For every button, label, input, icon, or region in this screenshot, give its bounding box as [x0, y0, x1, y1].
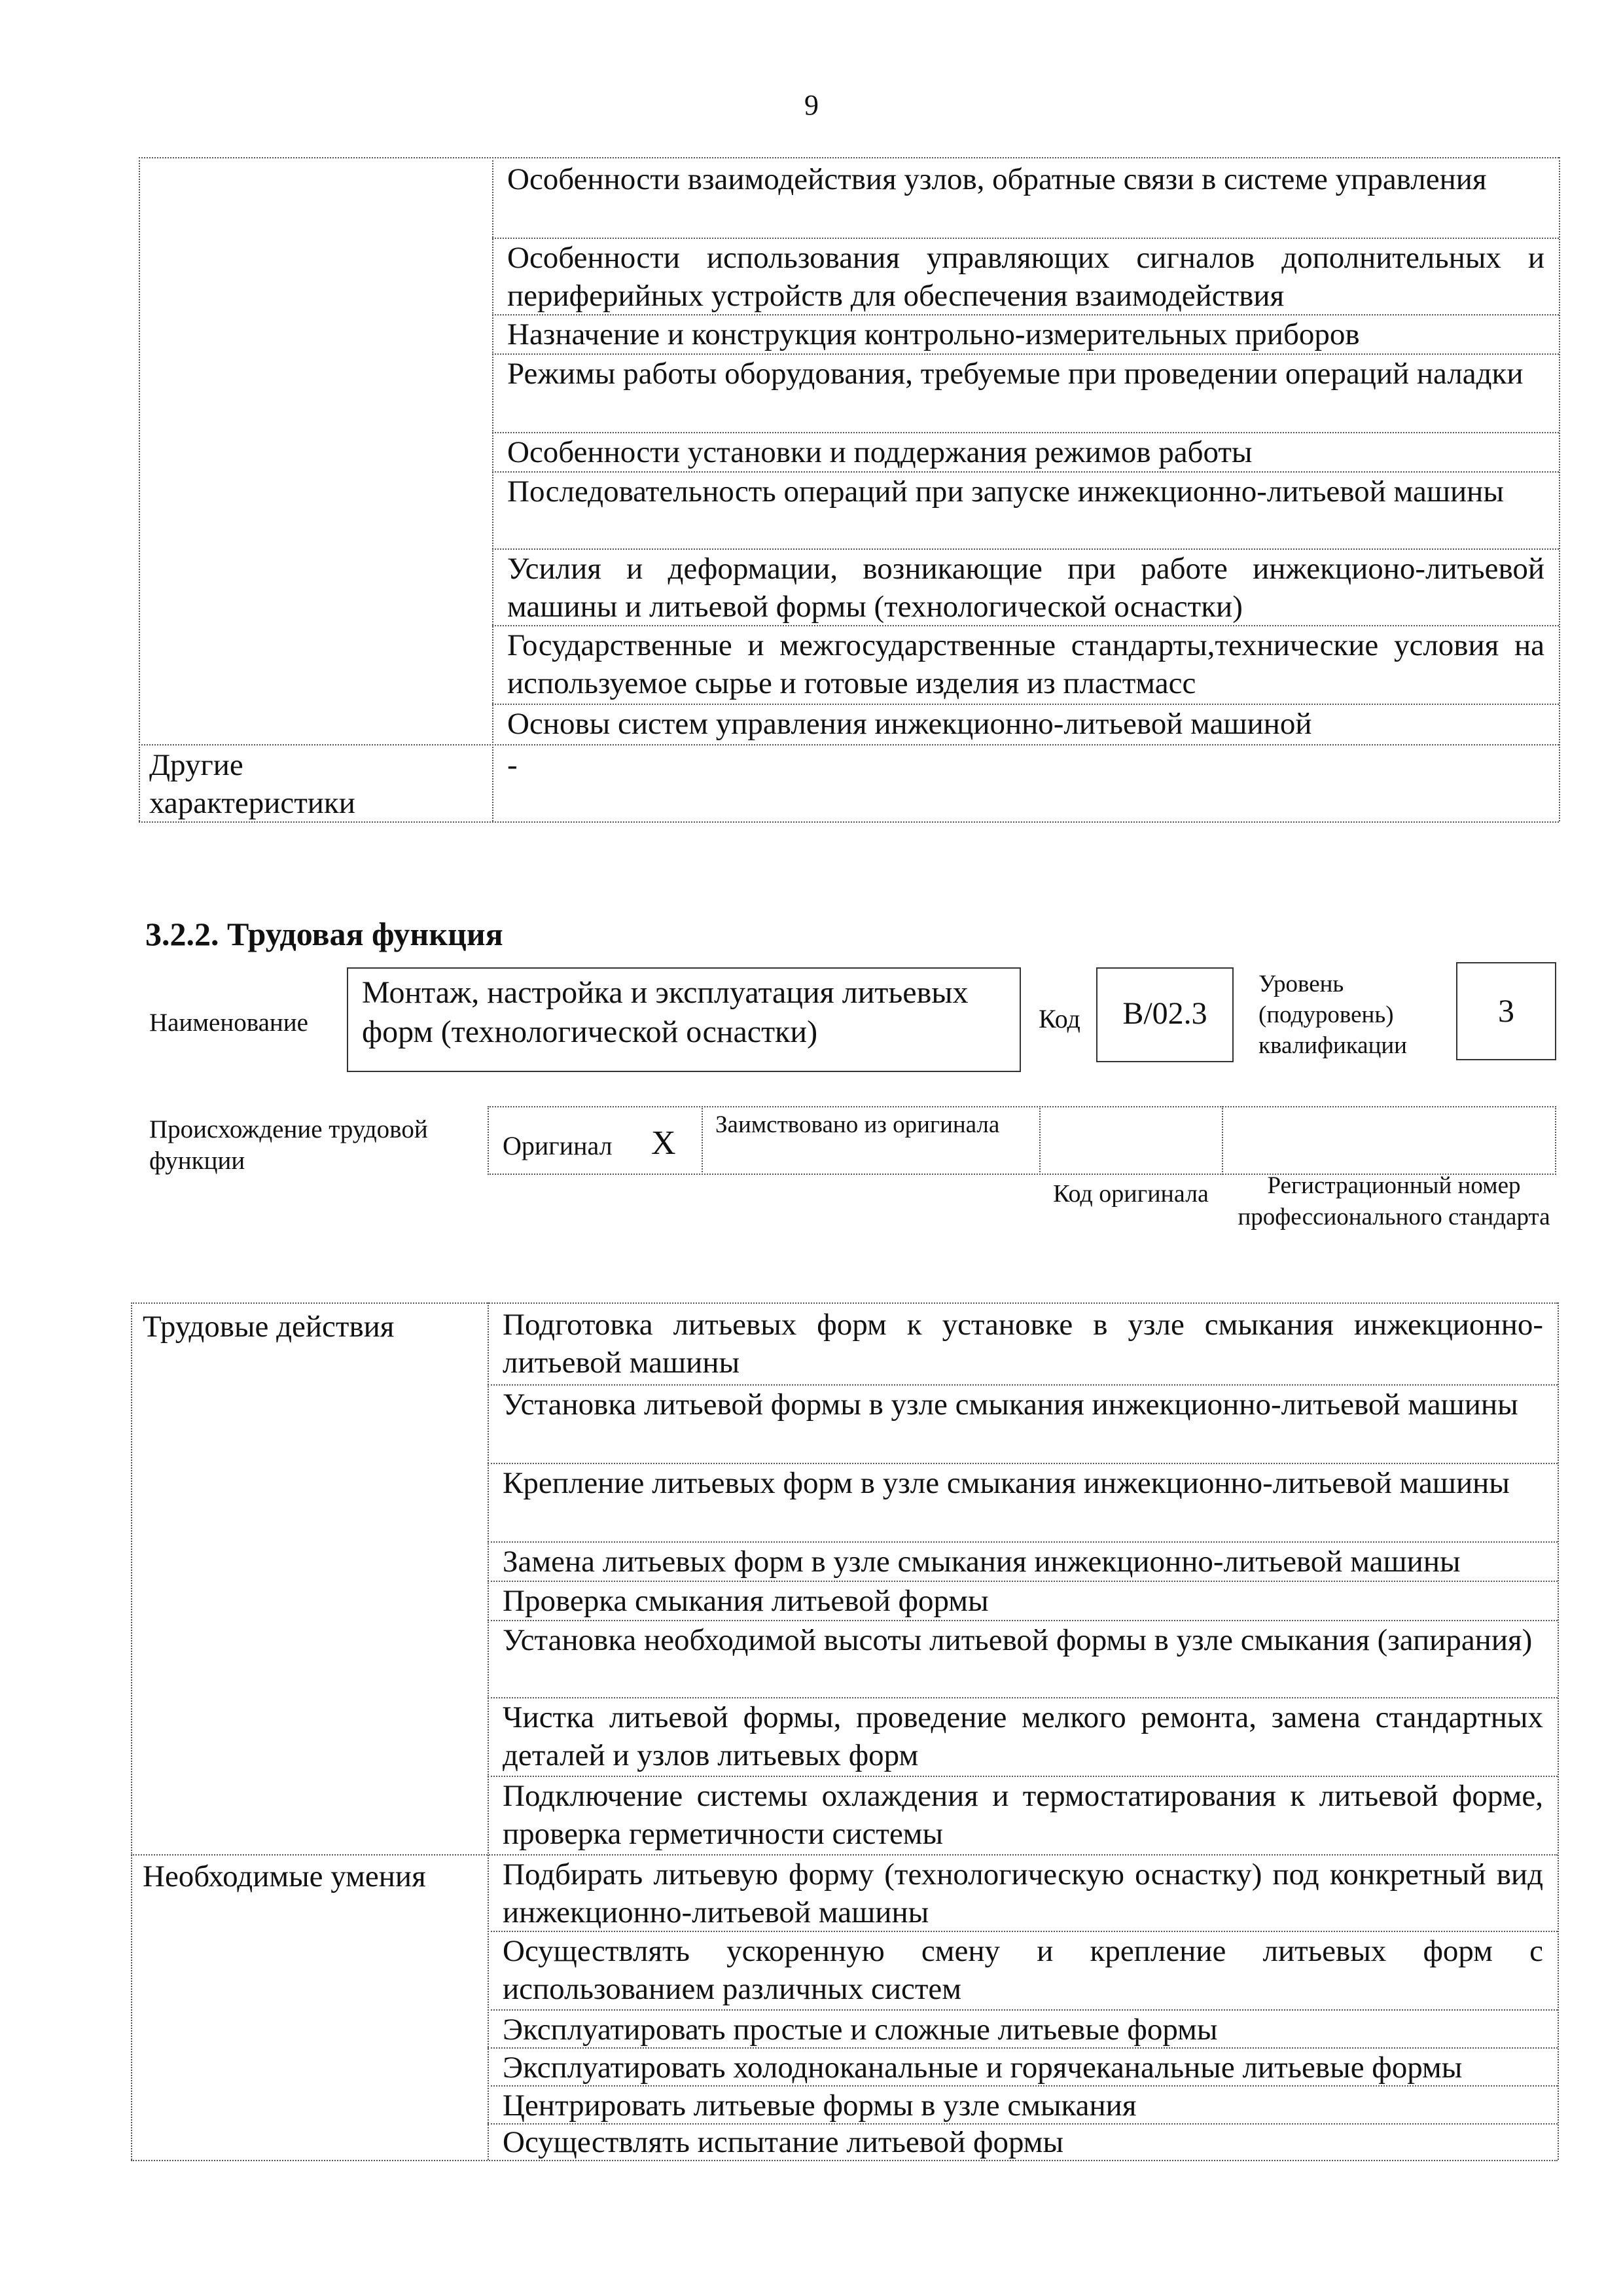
- knowledge-item: Государственные и межгосударственные стандарты,технические условия на используемое сырье и готовые изделия из пластмасс: [507, 628, 1544, 700]
- skill-item: Эксплуатировать холодноканальные и горячеканальные литьевые формы: [503, 2051, 1463, 2085]
- knowledge-item: Особенности взаимодействия узлов, обратные связи в системе управления: [507, 162, 1487, 196]
- skill-item: Подбирать литьевую форму (технологическую оснастку) под конкретный вид инжекционно-литьевой машины: [503, 1857, 1543, 1929]
- other-characteristics-label: Другие характеристики: [149, 748, 355, 820]
- code-value: B/02.3: [1122, 996, 1207, 1031]
- skill-item: Осуществлять ускоренную смену и крепление литьевых форм с использованием различных систем: [503, 1934, 1543, 2006]
- knowledge-item: Усилия и деформации, возникающие при работе инжекционо-литьевой машины и литьевой формы (технологической оснастки): [507, 552, 1544, 624]
- labor-action-item: Установка литьевой формы в узле смыкания инжекционно-литьевой машины: [503, 1388, 1518, 1422]
- reg-number-caption: Регистрационный номер профессионального стандарта: [1238, 1172, 1550, 1230]
- knowledge-item: Режимы работы оборудования, требуемые при проведении операций наладки: [507, 357, 1524, 391]
- name-value: Монтаж, настройка и эксплуатация литьевых форм (технологической оснастки): [362, 975, 969, 1049]
- knowledge-item: Последовательность операций при запуске инжекционно-литьевой машины: [507, 475, 1504, 509]
- skill-item: Эксплуатировать простые и сложные литьевые формы: [503, 2013, 1218, 2047]
- skill-item: Центрировать литьевые формы в узле смыкания: [503, 2089, 1137, 2123]
- labor-action-item: Крепление литьевых форм в узле смыкания инжекционно-литьевой машины: [503, 1466, 1510, 1500]
- section-heading: 3.2.2. Трудовая функция: [145, 916, 503, 952]
- labor-actions-label: Трудовые действия: [143, 1310, 395, 1344]
- knowledge-item: Основы систем управления инжекционно-литьевой машиной: [507, 707, 1312, 741]
- labor-action-item: Подключение системы охлаждения и термостатирования к литьевой форме, проверка герметичности системы: [503, 1779, 1543, 1851]
- level-value: 3: [1498, 992, 1514, 1029]
- knowledge-item: Особенности использования управляющих сигналов дополнительных и периферийных устройств для обеспечения взаимодействия: [507, 241, 1544, 313]
- name-label: Наименование: [149, 1009, 308, 1037]
- code-label: Код: [1039, 1004, 1080, 1033]
- original-mark: X: [651, 1124, 676, 1162]
- labor-action-item: Замена литьевых форм в узле смыкания инжекционно-литьевой машины: [503, 1545, 1461, 1579]
- knowledge-item: Назначение и конструкция контрольно-измерительных приборов: [507, 317, 1360, 351]
- other-characteristics-value: -: [507, 748, 518, 782]
- skill-item: Осуществлять испытание литьевой формы: [503, 2125, 1064, 2159]
- labor-action-item: Проверка смыкания литьевой формы: [503, 1584, 989, 1618]
- borrowed-label: Заимствовано из оригинала: [715, 1111, 1000, 1138]
- required-skills-label: Необходимые умения: [143, 1859, 426, 1893]
- origin-label: Происхождение трудовой функции: [149, 1115, 428, 1175]
- labor-action-item: Установка необходимой высоты литьевой формы в узле смыкания (запирания): [503, 1623, 1533, 1657]
- labor-action-item: Чистка литьевой формы, проведение мелкого ремонта, замена стандартных деталей и узлов литьевых форм: [503, 1700, 1543, 1772]
- page-number: 9: [804, 89, 819, 121]
- original-label: Оригинал: [503, 1131, 613, 1160]
- code-original-caption: Код оригинала: [1053, 1180, 1209, 1208]
- level-label: Уровень (подуровень) квалификации: [1258, 971, 1407, 1059]
- labor-action-item: Подготовка литьевых форм к установке в узле смыкания инжекционно-литьевой машины: [503, 1308, 1543, 1380]
- knowledge-item: Особенности установки и поддержания режимов работы: [507, 435, 1253, 469]
